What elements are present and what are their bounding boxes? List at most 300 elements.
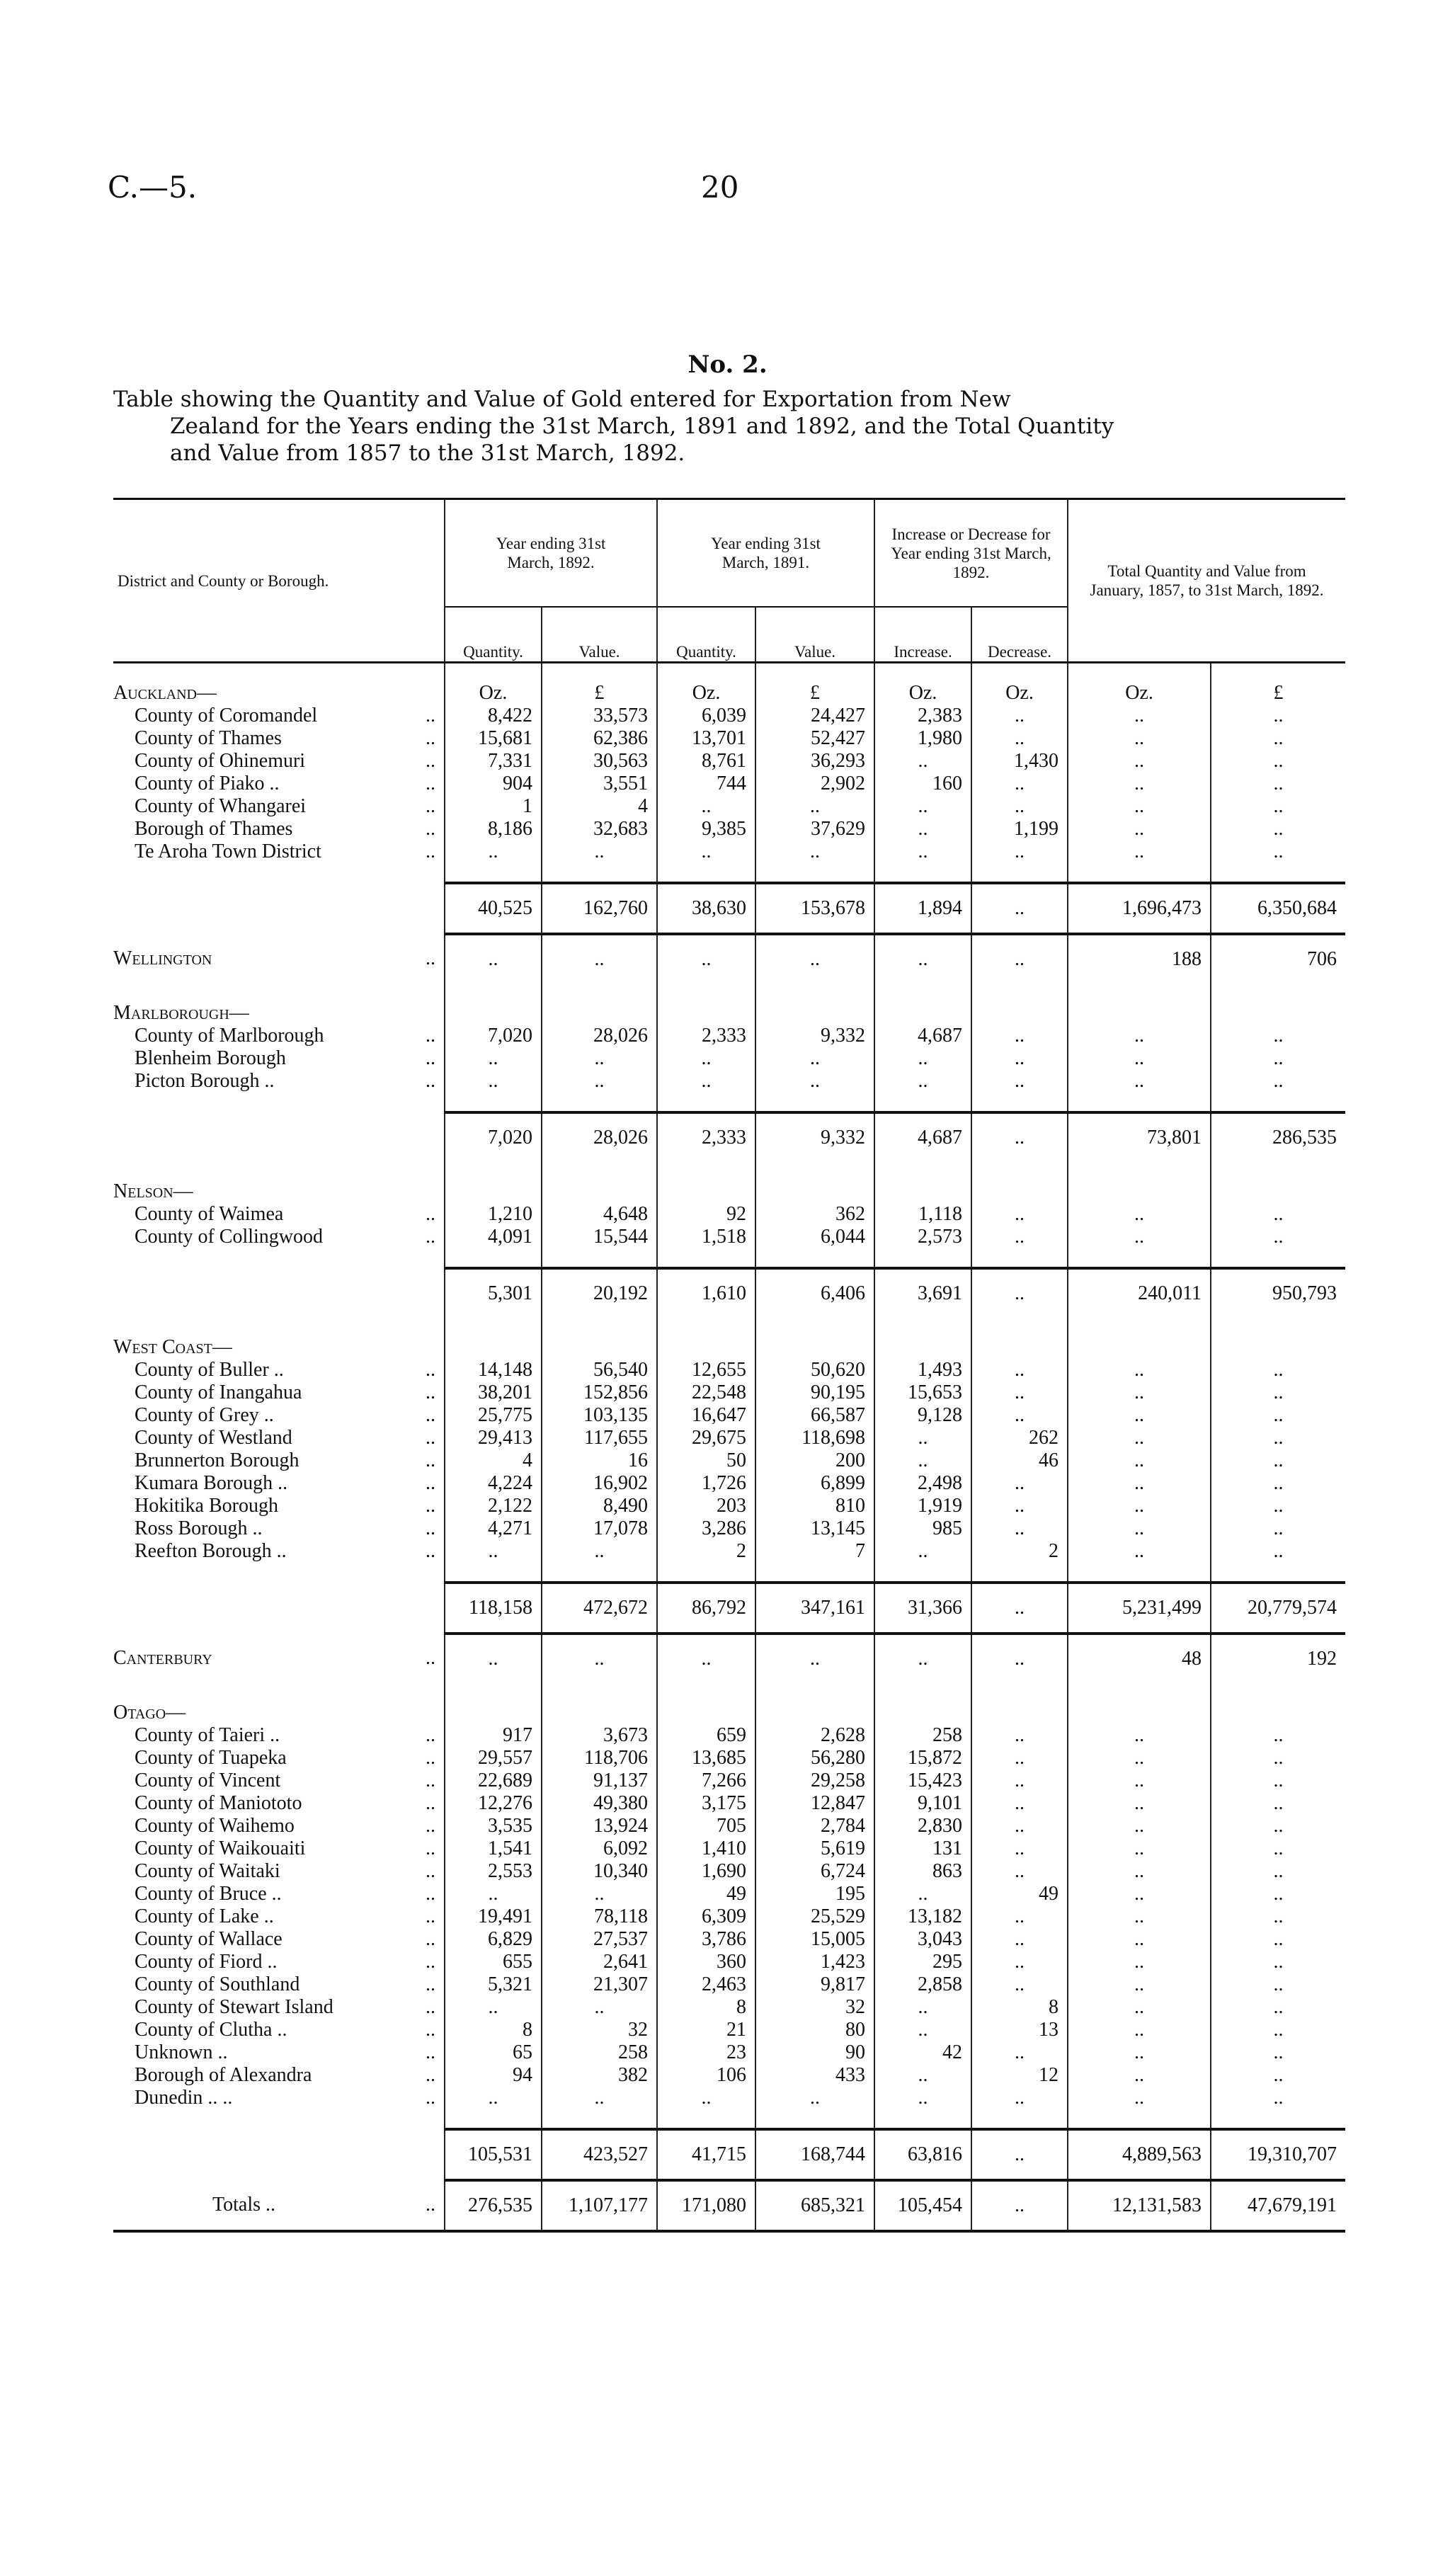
cell-value-1891: 168,744 [755,2129,874,2180]
header-value-1892: Value. [542,607,657,663]
cell-increase: .. [874,1540,971,1563]
leader-dots: .. [426,1381,435,1403]
cell-value-1891: 2,628 [755,1724,874,1747]
cell-value-1892 [542,1002,657,1025]
cell-qty-1891: 744 [657,773,755,795]
cell-total-value: .. [1211,1449,1345,1472]
cell-decrease [971,1563,1068,1583]
cell-value-1892: 117,655 [542,1427,657,1449]
cell-qty-1892: 8 [445,2019,542,2041]
cell-qty-1892: 4,271 [445,1517,542,1540]
row-label-cell [113,1162,445,1180]
cell-decrease: .. [971,934,1068,984]
cell-increase [874,1093,971,1112]
cell-value-1891: 12,847 [755,1792,874,1815]
row-label-cell [113,1047,445,1070]
row-label: Kumara Borough .. [135,1472,288,1494]
leader-dots: .. [426,947,435,969]
leader-dots: .. [426,1837,435,1859]
cell-qty-1892 [445,2109,542,2129]
row-label-cell [113,1905,445,1928]
cell-value-1891 [755,1248,874,1268]
row-label: County of Buller .. [135,1359,284,1381]
row-label: County of Piako .. [135,773,280,794]
cell-total-qty: .. [1068,1517,1211,1540]
cell-increase [874,1336,971,1359]
cell-qty-1891: 203 [657,1495,755,1517]
cell-total-qty: .. [1068,818,1211,840]
cell-total-value: .. [1211,773,1345,795]
cell-decrease: .. [971,1951,1068,1973]
row-label: County of Coromandel [135,705,318,726]
leader-dots: .. [426,1404,435,1426]
district-heading: Auckland— [113,682,217,704]
cell-increase: 1,118 [874,1203,971,1226]
cell-qty-1892: 105,531 [445,2129,542,2180]
row-label-cell [113,1404,445,1427]
cell-value-1891: 195 [755,1883,874,1905]
row-label-cell [113,773,445,795]
row-label: Reefton Borough .. [135,1540,287,1562]
table-row [113,1860,1345,1883]
cell-increase [874,863,971,883]
cell-qty-1892: 38,201 [445,1381,542,1404]
header-quantity-1892: Quantity. [445,607,542,663]
cell-qty-1892: .. [445,1634,542,1683]
unit-label-increase: Oz. [874,682,971,705]
row-label: County of Stewart Island [135,1996,333,2018]
cell-value-1891: 362 [755,1203,874,1226]
cell-qty-1891: 92 [657,1203,755,1226]
cell-total-qty: .. [1068,1404,1211,1427]
cell-increase: .. [874,1996,971,2019]
cell-increase: .. [874,750,971,773]
cell-qty-1891: 3,786 [657,1928,755,1951]
cell-increase: .. [874,2087,971,2109]
cell-total-value: .. [1211,750,1345,773]
leader-dots: .. [426,1747,435,1769]
leader-dots: .. [426,773,435,794]
cell-value-1892: .. [542,934,657,984]
cell-value-1892: 16,902 [542,1472,657,1495]
cell-qty-1892: 4,091 [445,1226,542,1248]
cell-qty-1892: .. [445,1996,542,2019]
cell-total-value: .. [1211,1540,1345,1563]
cell-value-1892: 3,551 [542,773,657,795]
header-district: District and County or Borough. [113,499,445,663]
cell-total-value: .. [1211,1025,1345,1047]
cell-value-1891: 7 [755,1540,874,1563]
table-row [113,1449,1345,1472]
cell-total-qty: 4,889,563 [1068,2129,1211,2180]
table-row [113,1472,1345,1495]
table-row [113,773,1345,795]
cell-increase [874,1162,971,1180]
row-label-cell [113,1427,445,1449]
header-increase: Increase. [874,607,971,663]
cell-qty-1892: 655 [445,1951,542,1973]
cell-total-value: .. [1211,1973,1345,1996]
leader-dots: .. [426,1996,435,2018]
cell-total-value: .. [1211,1427,1345,1449]
cell-total-qty: 240,011 [1068,1268,1211,1318]
cell-decrease: .. [971,1815,1068,1837]
cell-total-value: .. [1211,2087,1345,2109]
leader-dots: .. [426,1359,435,1381]
row-label-cell [113,663,445,683]
row-label-cell [113,1226,445,1248]
row-label: County of Fiord .. [135,1951,278,1973]
cell-total-value: .. [1211,1928,1345,1951]
cell-value-1892: 32,683 [542,818,657,840]
cell-value-1892: 8,490 [542,1495,657,1517]
cell-decrease [971,1180,1068,1203]
cell-increase: 1,980 [874,727,971,750]
cell-qty-1891: .. [657,840,755,863]
row-label: Te Aroha Town District [135,840,321,862]
leader-dots: .. [426,1724,435,1746]
cell-qty-1892 [445,1093,542,1112]
cell-qty-1891: .. [657,1047,755,1070]
cell-total-value: .. [1211,1747,1345,1769]
cell-total-qty [1068,1093,1211,1112]
cell-qty-1892: .. [445,1047,542,1070]
cell-value-1891: 32 [755,1996,874,2019]
cell-qty-1892: 15,681 [445,727,542,750]
row-label-cell [113,1951,445,1973]
cell-value-1891: 9,332 [755,1025,874,1047]
cell-value-1892: 103,135 [542,1404,657,1427]
row-label-cell [113,727,445,750]
spacer-row [113,863,1345,883]
cell-value-1891: 6,724 [755,1860,874,1883]
leader-dots: .. [426,1427,435,1449]
row-label: County of Lake .. [135,1905,274,1927]
cell-qty-1891: .. [657,2087,755,2109]
cell-total-value: .. [1211,818,1345,840]
row-label-cell [113,1070,445,1093]
table-row [113,1381,1345,1404]
cell-value-1892 [542,663,657,683]
cell-increase [874,1180,971,1203]
cell-value-1891 [755,2109,874,2129]
cell-increase: .. [874,795,971,818]
cell-value-1891: .. [755,795,874,818]
row-label-cell [113,1634,445,1683]
cell-increase [874,1248,971,1268]
cell-increase: 9,101 [874,1792,971,1815]
row-label: Otago— [113,1702,186,1723]
row-label-cell [113,1973,445,1996]
cell-qty-1891: 12,655 [657,1359,755,1381]
cell-increase: 105,454 [874,2180,971,2231]
cell-qty-1892: 118,158 [445,1583,542,1634]
cell-qty-1891: 13,701 [657,727,755,750]
unit-label-total-value: £ [1211,682,1345,705]
cell-value-1892: 162,760 [542,883,657,934]
cell-value-1891: 29,258 [755,1769,874,1792]
cell-value-1891 [755,1563,874,1583]
cell-value-1891: 36,293 [755,750,874,773]
cell-decrease: .. [971,1860,1068,1883]
cell-increase [874,2109,971,2129]
cell-increase: 863 [874,1860,971,1883]
cell-qty-1891 [657,1162,755,1180]
cell-qty-1891 [657,1336,755,1359]
cell-increase [874,663,971,683]
header-value-1891: Value. [755,607,874,663]
cell-total-value: .. [1211,1724,1345,1747]
cell-value-1891: 118,698 [755,1427,874,1449]
row-label-cell [113,2087,445,2109]
cell-qty-1892 [445,663,542,683]
cell-total-value: 706 [1211,934,1345,984]
cell-value-1891: 6,044 [755,1226,874,1248]
cell-value-1892: 30,563 [542,750,657,773]
cell-qty-1891: 3,175 [657,1792,755,1815]
cell-qty-1892: 14,148 [445,1359,542,1381]
cell-increase: .. [874,2064,971,2087]
cell-decrease: .. [971,1747,1068,1769]
row-label-cell [113,682,445,705]
cell-total-qty: .. [1068,1047,1211,1070]
cell-value-1891: 2,902 [755,773,874,795]
table-row [113,818,1345,840]
subtotal-row [113,1583,1345,1634]
cell-qty-1892 [445,1683,542,1702]
cell-value-1892 [542,1180,657,1203]
cell-qty-1891: 50 [657,1449,755,1472]
cell-decrease: .. [971,1792,1068,1815]
cell-value-1891: 90 [755,2041,874,2064]
cell-qty-1892: 29,557 [445,1747,542,1769]
unit-label-decrease: Oz. [971,682,1068,705]
leader-dots: .. [426,1070,435,1092]
table-row [113,1837,1345,1860]
row-label-cell [113,1860,445,1883]
cell-qty-1892: 94 [445,2064,542,2087]
cell-total-value: .. [1211,1203,1345,1226]
row-label-cell [113,1815,445,1837]
district-row [113,934,1345,984]
cell-total-qty: 5,231,499 [1068,1583,1211,1634]
cell-qty-1892: 7,020 [445,1025,542,1047]
cell-decrease: .. [971,2087,1068,2109]
cell-decrease: .. [971,705,1068,727]
table-row [113,1203,1345,1226]
cell-total-value: .. [1211,705,1345,727]
row-label-cell [113,2064,445,2087]
table-number: No. 2. [687,351,768,379]
cell-increase: 42 [874,2041,971,2064]
cell-decrease: .. [971,1381,1068,1404]
cell-decrease: .. [971,1472,1068,1495]
row-label-cell [113,1180,445,1203]
row-label-cell [113,2019,445,2041]
row-label: Borough of Alexandra [135,2064,312,2086]
cell-total-qty: .. [1068,1724,1211,1747]
cell-increase: .. [874,818,971,840]
cell-value-1892: 3,673 [542,1724,657,1747]
row-label-cell [113,2180,445,2231]
cell-value-1892: 17,078 [542,1517,657,1540]
row-label: County of Clutha .. [135,2019,287,2041]
leader-dots: .. [426,1025,435,1047]
cell-qty-1891: 1,610 [657,1268,755,1318]
leader-dots: .. [426,750,435,772]
cell-qty-1891: 1,410 [657,1837,755,1860]
cell-value-1891: 347,161 [755,1583,874,1634]
row-label: West Coast— [113,1336,232,1358]
cell-decrease: 46 [971,1449,1068,1472]
table-row [113,1815,1345,1837]
leader-dots: .. [426,1860,435,1882]
cell-increase [874,1563,971,1583]
cell-total-qty [1068,1318,1211,1336]
cell-value-1892: 4 [542,795,657,818]
cell-qty-1891: .. [657,934,755,984]
cell-value-1892 [542,1162,657,1180]
cell-qty-1891: 705 [657,1815,755,1837]
subtotal-row [113,1112,1345,1162]
cell-total-qty: .. [1068,2019,1211,2041]
cell-total-qty: .. [1068,1860,1211,1883]
leader-dots: .. [426,1815,435,1837]
table-row [113,1070,1345,1093]
cell-total-qty: 188 [1068,934,1211,984]
row-label: County of Ohinemuri [135,750,306,772]
row-label-cell [113,750,445,773]
cell-qty-1892: 5,321 [445,1973,542,1996]
header-row-top [113,499,1345,608]
row-label-cell [113,1837,445,1860]
cell-total-value: 950,793 [1211,1268,1345,1318]
cell-value-1892: .. [542,1540,657,1563]
cell-decrease: 262 [971,1427,1068,1449]
cell-total-qty [1068,1180,1211,1203]
cell-total-qty [1068,1336,1211,1359]
cell-increase [874,1002,971,1025]
cell-total-qty: .. [1068,2087,1211,2109]
spacer-row [113,1563,1345,1583]
cell-increase: 1,493 [874,1359,971,1381]
leader-dots: .. [426,2041,435,2063]
cell-total-value [1211,1093,1345,1112]
cell-decrease: .. [971,1203,1068,1226]
cell-total-value: .. [1211,1517,1345,1540]
cell-total-qty: .. [1068,1226,1211,1248]
cell-increase: .. [874,1449,971,1472]
cell-total-qty: .. [1068,1427,1211,1449]
cell-value-1891 [755,1162,874,1180]
cell-increase: 15,872 [874,1747,971,1769]
cell-total-value [1211,1002,1345,1025]
cell-qty-1891: 16,647 [657,1404,755,1427]
unit-label-total-qty: Oz. [1068,682,1211,705]
cell-value-1892: .. [542,1047,657,1070]
cell-decrease [971,1002,1068,1025]
row-label-cell [113,2041,445,2064]
leader-dots: .. [426,1792,435,1814]
cell-total-qty: .. [1068,1928,1211,1951]
table-row [113,1025,1345,1047]
cell-total-qty: .. [1068,1359,1211,1381]
cell-increase: 295 [874,1951,971,1973]
cell-qty-1892: 5,301 [445,1268,542,1318]
cell-qty-1892: 1,210 [445,1203,542,1226]
cell-qty-1891: 360 [657,1951,755,1973]
cell-value-1892: 13,924 [542,1815,657,1837]
cell-value-1891: 56,280 [755,1747,874,1769]
cell-qty-1892 [445,1318,542,1336]
cell-total-qty: .. [1068,1747,1211,1769]
row-label-cell [113,1517,445,1540]
cell-total-qty: .. [1068,1495,1211,1517]
cell-decrease: 12 [971,2064,1068,2087]
cell-total-value [1211,863,1345,883]
spacer-row [113,1162,1345,1180]
cell-qty-1892: 29,413 [445,1427,542,1449]
leader-dots: .. [426,1905,435,1927]
cell-value-1892: 118,706 [542,1747,657,1769]
table-row [113,2087,1345,2109]
cell-decrease: .. [971,2129,1068,2180]
cell-qty-1891: 8,761 [657,750,755,773]
cell-qty-1892 [445,1002,542,1025]
cell-total-qty [1068,1248,1211,1268]
cell-total-value [1211,984,1345,1002]
spacer-row [113,2109,1345,2129]
cell-total-value: 192 [1211,1634,1345,1683]
cell-value-1892 [542,984,657,1002]
cell-decrease: .. [971,773,1068,795]
row-label: Ross Borough .. [135,1517,263,1539]
unit-label-qty-1892: Oz. [445,682,542,705]
cell-qty-1892: 2,553 [445,1860,542,1883]
cell-value-1892: .. [542,840,657,863]
cell-qty-1892: 19,491 [445,1905,542,1928]
table-row [113,1905,1345,1928]
cell-qty-1891: 2,333 [657,1112,755,1162]
row-label-cell [113,1203,445,1226]
row-label: County of Taieri .. [135,1724,280,1746]
cell-increase: 985 [874,1517,971,1540]
cell-total-qty: .. [1068,2064,1211,2087]
row-label-cell [113,1563,445,1583]
cell-value-1892: 16 [542,1449,657,1472]
cell-increase: 15,423 [874,1769,971,1792]
cell-total-qty: .. [1068,840,1211,863]
cell-decrease [971,2109,1068,2129]
cell-qty-1892: .. [445,1070,542,1093]
cell-total-qty: .. [1068,1792,1211,1815]
cell-value-1892: 382 [542,2064,657,2087]
cell-qty-1891: 21 [657,2019,755,2041]
row-label: Marlborough— [113,1002,249,1024]
cell-value-1892: .. [542,1634,657,1683]
row-label: County of Maniototo [135,1792,302,1814]
cell-total-value: .. [1211,727,1345,750]
cell-increase: .. [874,1634,971,1683]
cell-value-1892: 152,856 [542,1381,657,1404]
cell-decrease: .. [971,2180,1068,2231]
cell-qty-1892: 40,525 [445,883,542,934]
row-label-cell [113,883,445,934]
cell-decrease [971,1318,1068,1336]
cell-decrease: .. [971,1973,1068,1996]
cell-total-qty [1068,1683,1211,1702]
cell-increase: 3,043 [874,1928,971,1951]
